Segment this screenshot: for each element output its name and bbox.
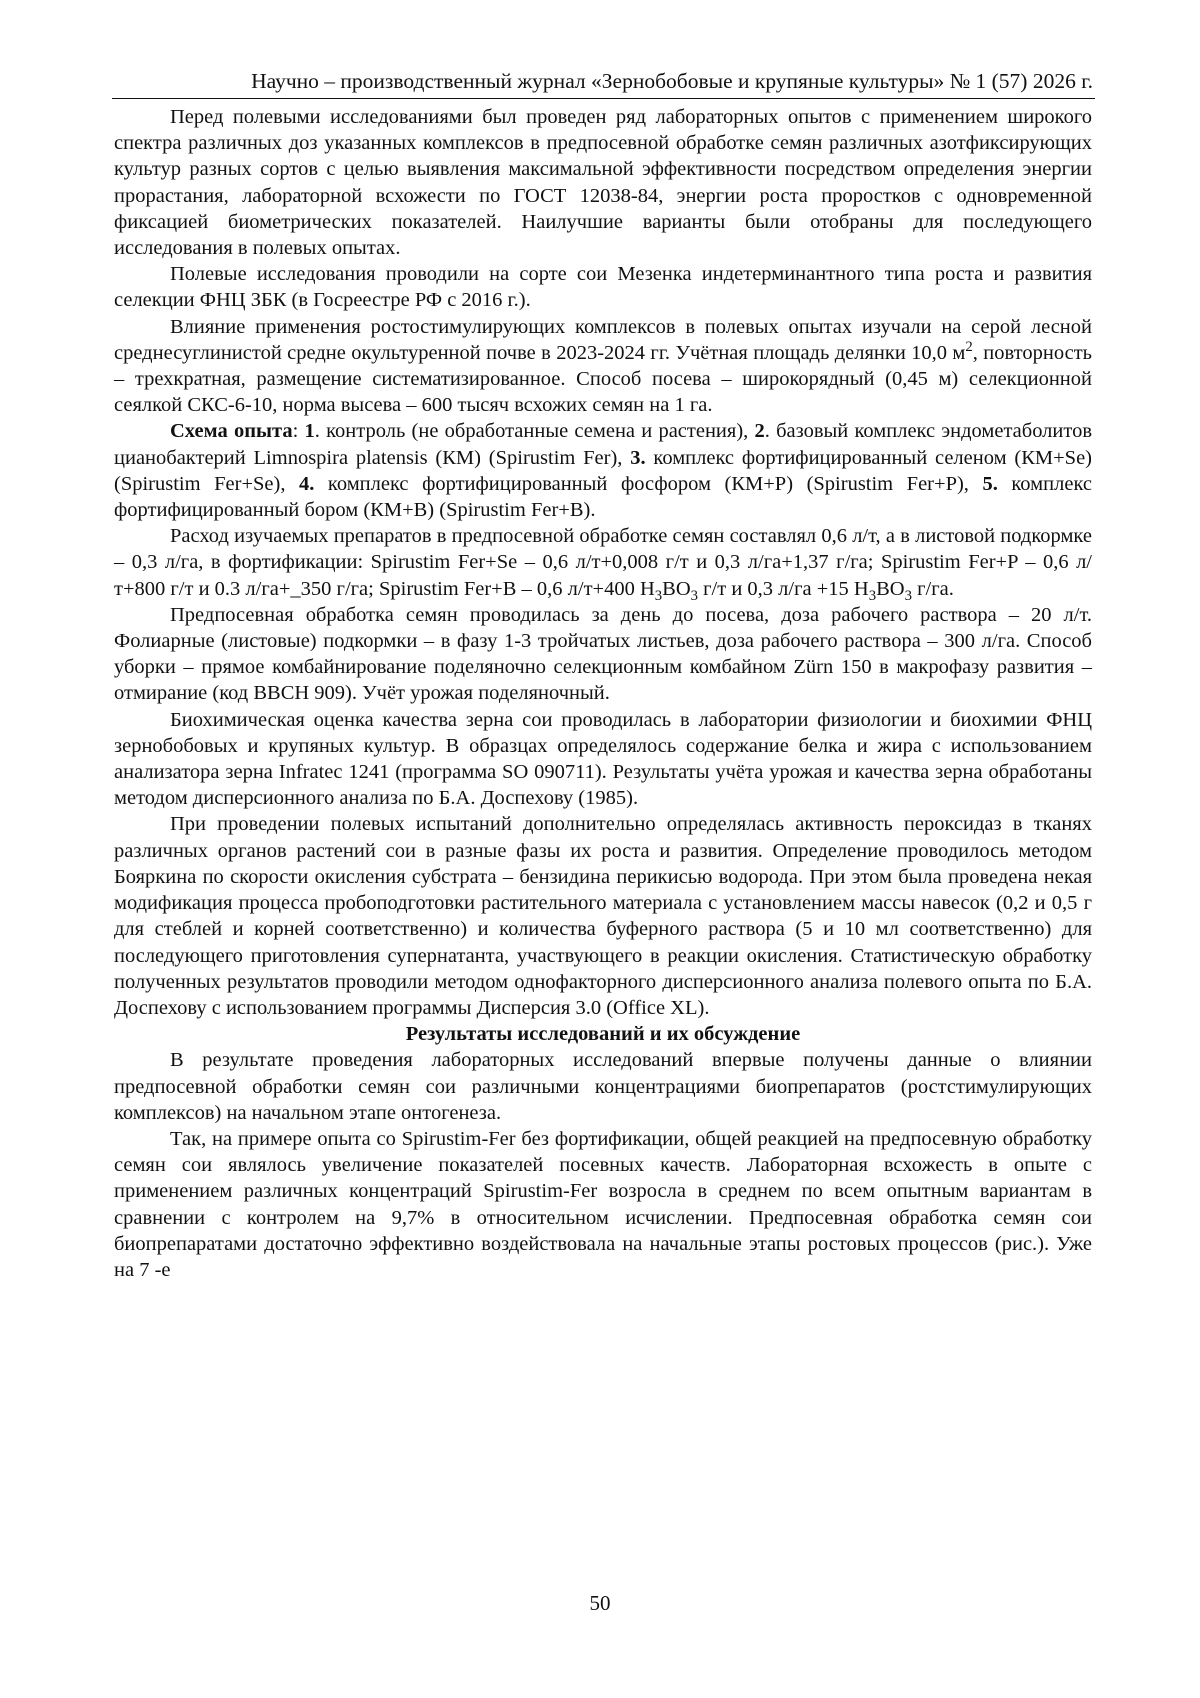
variant-number: 2 [754, 420, 765, 443]
subscript: 3 [690, 587, 699, 604]
variant-number: 4. [299, 472, 315, 495]
text-run: , повторность – трехкратная, размещение систематизированное. Способ посева – широкорядный (0,45 м) селекционной сеялкой СКС-6-10, норма высева – 600 тысяч всхожих семян на 1 га. [114, 341, 1093, 417]
scheme-label: Схема опыта [170, 420, 293, 443]
text-run: комплекс фортифицированный фосфором (КМ+Р) (Spirustim Fer+P), [314, 472, 983, 495]
text-run: BO [876, 577, 905, 600]
subscript: 3 [868, 587, 877, 604]
article-body [114, 104, 1092, 1283]
text-run: Влияние применения ростостимулирующих комплексов в полевых опытах изучали на серой лесной среднесуглинистой средне окультуренной почве в 2023-2024 гг. Учётная площадь делянки 10,0 м [114, 315, 1092, 364]
paragraph-seed-treatment: Предпосевная обработка семян проводилась за день до посева, доза рабочего раствора – 20 л/т. Фолиарные (листовые) подкормки – в фазу 1-3 тройчатых листьев, доза рабочего раствора – 300 л/га. Способ уборки – прямое комбайнирование поделяночно селекционным комбайном Zürn 150 в макрофазу развития – отмирание (код BBCH 909). Учёт урожая поделяночный. [114, 603, 1092, 705]
header-divider [112, 98, 1095, 99]
superscript: 2 [965, 339, 973, 355]
paragraph-results-spirustim: Так, на примере опыта со Spirustim-Fer без фортификации, общей реакцией на предпосевную обработку семян сои являлось увеличение показателей посевных качеств. Лабораторная всхожесть в опыте с применением различных концентраций Spirustim-Fer возросла в среднем по всем опытным вариантам в сравнении с контролем на 9,7% в относительном исчислении. Предпосевная обработка семян сои биопрепаратами достаточно эффективно воздействовала на начальные этапы ростовых процессов (рис.). Уже на 7 -е [114, 1127, 1092, 1281]
text-run: г/га. [911, 577, 954, 600]
text-run: г/т и 0,3 л/га +15 H [698, 577, 869, 600]
variant-number: 1 [304, 420, 315, 443]
text-run: BO [662, 577, 691, 600]
text-run: комплекс фортифицированный селеном (КМ+Se) (Spirustim Fer+Se), [114, 446, 1092, 495]
page-number: 50 [589, 1591, 611, 1615]
paragraph-peroxidase-activity: При проведении полевых испытаний дополнительно определялась активность пероксидаз в тканях различных органов растений сои в разные фазы их роста и развития. Определение проводилось методом Бояркина по скорости окисления субстрата – бензидина перикисью водорода. При этом была проведена некая модификация процесса пробоподготовки растительного материала с установлением массы навесок (0,2 и 0,5 г для стеблей и корней соответственно) и количества буферного раствора (5 и 10 мл соответственно) для последующего приготовления супернатанта, участвующего в реакции окисления. Статистическую обработку полученных результатов проводили методом однофакторного дисперсионного анализа полевого опыта по Б.А. Доспехову с использованием программы Дисперсия 3.0 (Office XL). [114, 813, 1092, 1019]
subscript: 3 [654, 587, 663, 604]
paragraph-field-variety: Полевые исследования проводили на сорте сои Мезенка индетерминантного типа роста и развития селекции ФНЦ ЗБК (в Госреестре РФ с 2016 г.). [114, 263, 1092, 312]
subscript: 3 [904, 587, 912, 604]
journal-header: Научно – производственный журнал «Зернобобовые и крупяные культуры» № 1 (57) 2026 г. [251, 69, 1093, 93]
text-run: . базовый комплекс эндометаболитов цианобактерий Limnospira platensis (КМ) (Spirustim Fer), [114, 420, 1093, 469]
paragraph-experiment-scheme [114, 418, 1092, 523]
paragraph-biochemical-assessment: Биохимическая оценка качества зерна сои проводилась в лаборатории физиологии и биохимии ФНЦ зернобобовых и крупяных культур. В образцах определялось содержание белка и жира с использованием анализатора зерна Infratec 1241 (программа SO 090711). Результаты учёта урожая и качества зерна обработаны методом дисперсионного анализа по Б.А. Доспехову (1985). [114, 708, 1092, 810]
section-heading-results: Результаты исследований и их обсуждение [405, 1023, 801, 1046]
text-run: : [292, 420, 305, 443]
variant-number: 3. [630, 446, 646, 469]
paragraph-dosage [114, 523, 1092, 602]
text-run: . контроль (не обработанные семена и растения), [314, 420, 755, 443]
text-run: комплекс фортифицированный бором (КМ+B) (Spirustim Fer+B). [114, 472, 1092, 522]
paragraph-field-conditions [114, 314, 1092, 419]
paragraph-results-intro: В результате проведения лабораторных исследований впервые получены данные о влиянии предпосевной обработки семян сои различными концентрациями биопрепаратов (ростстимулирующих комплексов) на начальном этапе онтогенеза. [114, 1049, 1092, 1124]
paragraph-lab-experiments: Перед полевыми исследованиями был проведен ряд лабораторных опытов с применением широкого спектра различных доз указанных комплексов в предпосевной обработке семян различных азотфиксирующих культур разных сортов с целью выявления максимальной эффективности посредством определения энергии прорастания, лабораторной всхожести по ГОСТ 12038-84, энергии роста проростков с одновременной фиксацией биометрических показателей. Наилучшие варианты были отобраны для последующего исследования в полевых опытах. [114, 106, 1092, 260]
text-run: Расход изучаемых препаратов в предпосевной обработке семян составлял 0,6 л/т, а в листовой подкормке – 0,3 л/га, в фортификации: Spirustim Fer+Se – 0,6 л/т+0,008 г/т и 0,3 л/га+1,37 г/га; Spirustim Fer+P – 0,6 л/т+800 г/т и 0.3 л/га+_350 г/га; Spirustim Fer+B – 0,6 л/т+400 H [114, 525, 1092, 600]
variant-number: 5. [982, 472, 998, 495]
